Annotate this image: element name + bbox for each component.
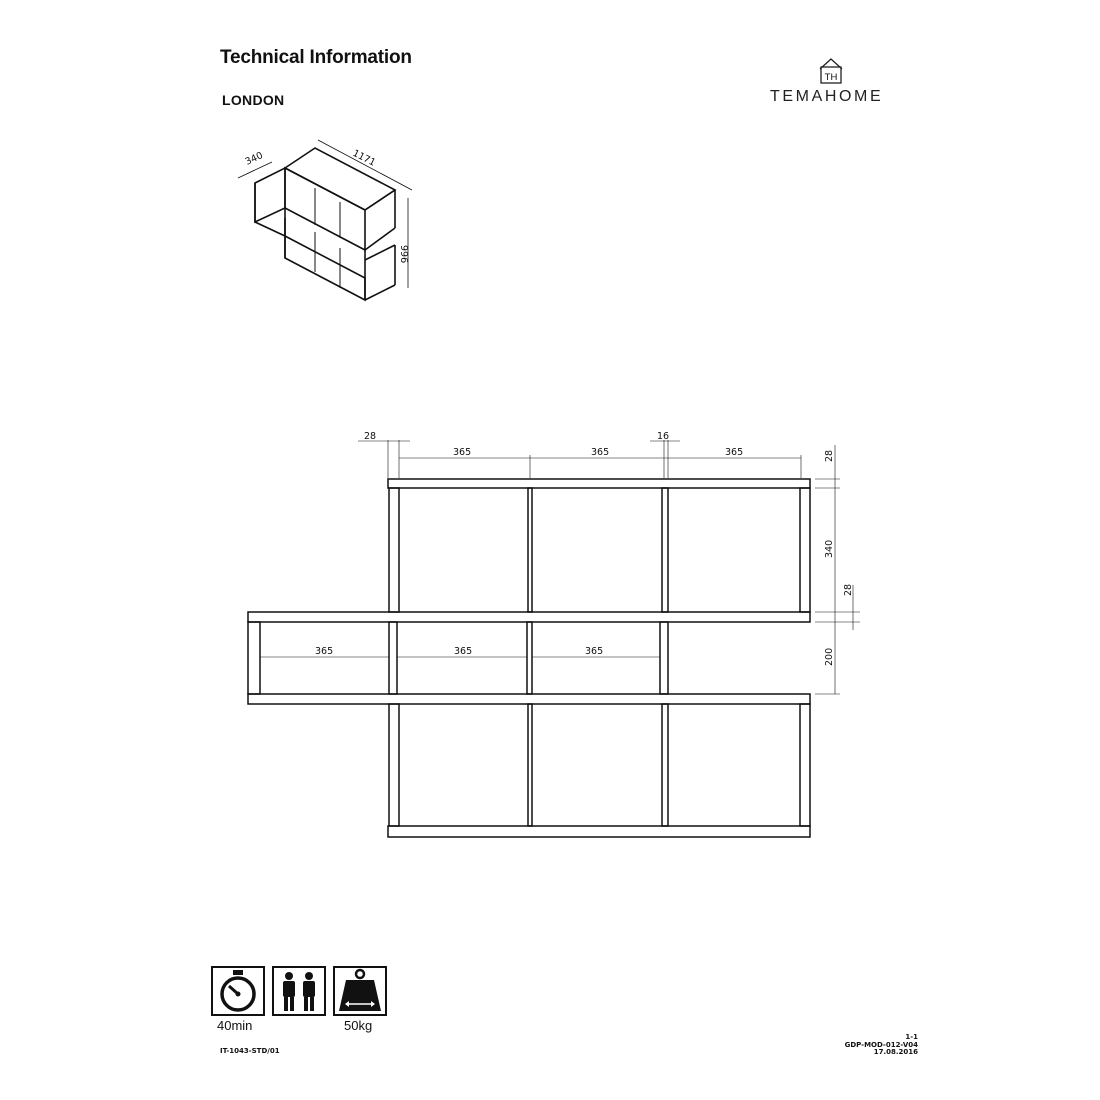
model-name: LONDON — [222, 92, 285, 108]
max-load-box — [333, 966, 387, 1016]
people-box — [272, 966, 326, 1016]
dim-top-row-3: 365 — [725, 447, 744, 458]
front-view — [248, 479, 810, 837]
doc-date: 17.08.2016 — [873, 1048, 918, 1056]
assembly-time-box — [211, 966, 265, 1016]
iso-depth-label: 340 — [243, 150, 265, 168]
weight-tag: max. — [346, 988, 374, 999]
dim-middle-row-1: 365 — [315, 646, 334, 657]
brand-name: TEMAHOME — [770, 88, 884, 105]
dim-top-row-1: 365 — [453, 447, 472, 458]
dim-divider-thickness: 16 — [657, 431, 670, 442]
page-number: 1-1 — [905, 1033, 918, 1041]
dim-right-top-board: 28 — [824, 449, 835, 462]
page-title: Technical Information — [220, 47, 412, 68]
dim-right-top-compartment: 340 — [824, 539, 835, 558]
dim-top-row-2: 365 — [591, 447, 610, 458]
form-code: GDP-MOD-012-V04 — [844, 1041, 918, 1049]
dimension-lines — [260, 440, 860, 694]
dim-top-thickness: 28 — [364, 431, 377, 442]
logo-monogram: TH — [824, 72, 838, 83]
weight-icon — [335, 968, 385, 1014]
dim-middle-row-3: 365 — [585, 646, 604, 657]
dim-middle-row-2: 365 — [454, 646, 473, 657]
iso-height-label: 996 — [398, 245, 409, 264]
assembly-time-label: 40min — [217, 1018, 253, 1033]
dim-right-middle-board: 28 — [843, 583, 854, 596]
iso-view — [238, 140, 412, 300]
iso-width-label: 1171 — [350, 147, 378, 169]
dim-right-middle-compartment: 200 — [824, 647, 835, 666]
doc-code: IT-1043-STD/01 — [220, 1047, 280, 1055]
max-load-label: 50kg — [344, 1018, 373, 1033]
two-people-icon — [274, 968, 324, 1014]
stopwatch-icon — [213, 968, 263, 1014]
